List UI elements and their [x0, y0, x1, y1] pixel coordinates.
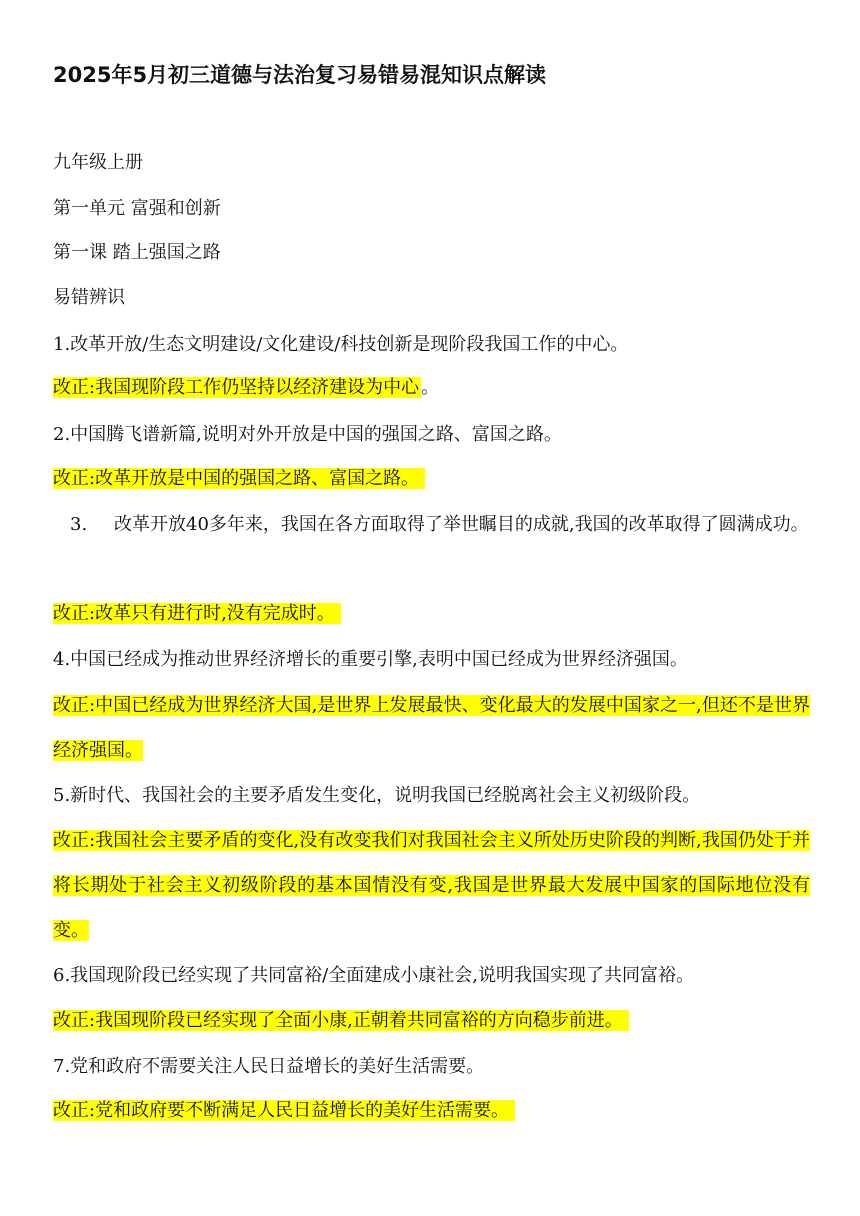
book-heading: 九年级上册	[53, 152, 143, 173]
correction-1-line	[53, 366, 439, 410]
correction-1: 改正:我国现阶段工作仍坚持以经济建设为中心	[53, 377, 420, 398]
correction-4-block	[53, 683, 810, 773]
correction-7-line	[53, 1089, 515, 1133]
correction-7: 改正:党和政府要不断满足人民日益增长的美好生活需要。	[53, 1100, 515, 1121]
correction-2-line	[53, 457, 425, 501]
correction-3-line	[53, 592, 341, 636]
correction-1-period: 。	[421, 377, 440, 398]
correction-6: 改正:我国现阶段已经实现了全面小康,正朝着共同富裕的方向稳步前进。	[53, 1010, 629, 1031]
question-3-text: 改革开放40多年来，我国在各方面取得了举世瞩目的成就,我国的改革取得了圆满成功。	[114, 514, 809, 535]
correction-5: 改正:我国社会主要矛盾的变化,没有改变我们对我国社会主义所处历史阶段的判断,我国仍处于并将长期处于社会主义初级阶段的基本国情没有变,我国是世界最大发展中国家的国际地位没有变。	[53, 830, 810, 941]
section-heading: 易错辨识	[53, 287, 125, 308]
correction-4: 改正:中国已经成为世界经济大国,是世界上发展最快、变化最大的发展中国家之一,但还不是世界经济强国。	[53, 695, 810, 761]
question-2: 2.中国腾飞谱新篇,说明对外开放是中国的强国之路、富国之路。	[53, 424, 562, 445]
question-4: 4.中国已经成为推动世界经济增长的重要引擎,表明中国已经成为世界经济强国。	[53, 649, 688, 670]
correction-6-line	[53, 999, 629, 1043]
correction-3: 改正:改革只有进行时,没有完成时。	[53, 603, 341, 624]
question-6: 6.我国现阶段已经实现了共同富裕/全面建成小康社会,说明我国实现了共同富裕。	[53, 965, 694, 986]
question-1: 1.改革开放/生态文明建设/文化建设/科技创新是现阶段我国工作的中心。	[53, 334, 629, 355]
document-title: 2025年5月初三道德与法治复习易错易混知识点解读	[53, 63, 547, 87]
unit-heading: 第一单元 富强和创新	[53, 198, 221, 219]
question-3	[70, 503, 812, 547]
question-3-number: 3.	[70, 514, 88, 535]
correction-5-block	[53, 818, 810, 953]
correction-2: 改正:改革开放是中国的强国之路、富国之路。	[53, 468, 425, 489]
question-5: 5.新时代、我国社会的主要矛盾发生变化，说明我国已经脱离社会主义初级阶段。	[53, 785, 701, 806]
lesson-heading: 第一课 踏上强国之路	[53, 242, 221, 263]
question-7: 7.党和政府不需要关注人民日益增长的美好生活需要。	[53, 1056, 485, 1077]
